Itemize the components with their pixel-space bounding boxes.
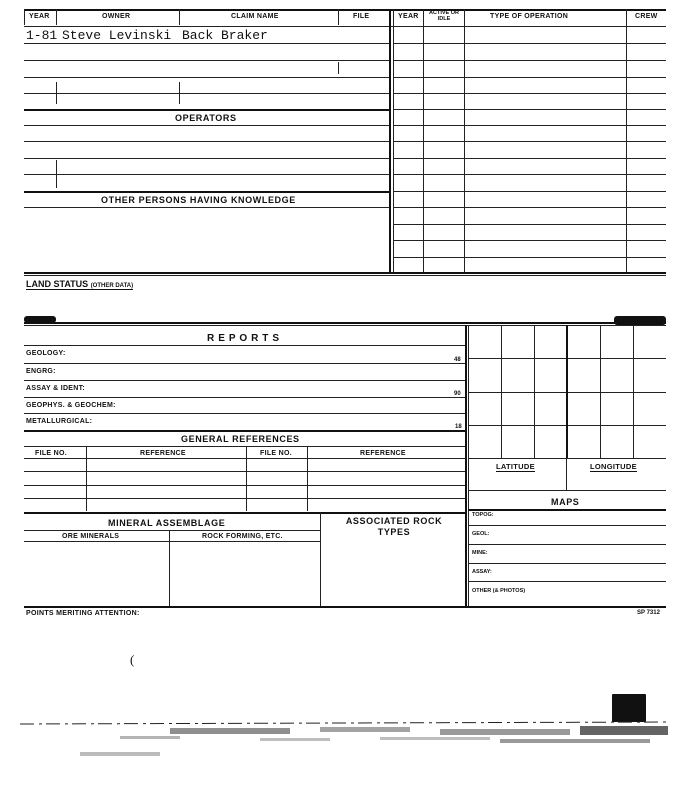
left-border <box>24 9 25 25</box>
header-crew: CREW <box>635 13 658 20</box>
row-tick <box>179 82 180 104</box>
header-ore-minerals: ORE MINERALS <box>62 533 120 540</box>
row-line <box>24 207 389 208</box>
row-tick <box>56 160 57 188</box>
right-row-line <box>393 174 666 175</box>
points-meriting-attention-label: POINTS MERITING ATTENTION: <box>26 610 140 617</box>
col-divider <box>338 9 339 25</box>
associated-rock-types: ASSOCIATED ROCK TYPES <box>345 516 443 537</box>
header-file-no-1: FILE NO. <box>35 450 67 457</box>
header-reference-2: REFERENCE <box>360 450 406 457</box>
operators-top-line <box>24 109 389 111</box>
right-row-line <box>393 240 666 241</box>
longitude-label: LONGITUDE <box>590 462 637 471</box>
top-border <box>24 9 666 11</box>
right-row-line <box>393 207 666 208</box>
report-code-assay: 90 <box>454 391 461 397</box>
maps-row-mine: MINE: <box>472 550 488 556</box>
header-underline <box>24 26 666 27</box>
land-status-note: (OTHER DATA) <box>90 283 134 289</box>
report-label-geophys: GEOPHYS. & GEOCHEM: <box>26 402 116 409</box>
coord-grid-center <box>566 325 568 458</box>
entry-year: 1-81 <box>26 28 58 43</box>
report-label-metallurgical: METALLURGICAL: <box>26 418 93 425</box>
mineral-divider <box>320 512 321 607</box>
report-code-geology: 48 <box>454 357 461 363</box>
entry-owner: Steve Levinski <box>62 28 172 43</box>
maps-row-assay: ASSAY: <box>472 569 492 575</box>
maps-row-topog: TOPOG: <box>472 512 494 518</box>
maps-title: MAPS <box>551 497 580 507</box>
header-file-no-2: FILE NO. <box>260 450 292 457</box>
form-number: SP 7312 <box>637 610 660 616</box>
maps-row-line <box>468 563 666 564</box>
reports-title: R E P O R T S <box>207 333 280 344</box>
right-row-line <box>393 43 666 44</box>
report-row-line <box>24 397 465 398</box>
header-rock-forming: ROCK FORMING, ETC. <box>202 533 283 540</box>
coord-grid-line <box>501 325 502 458</box>
coord-grid-line <box>600 325 601 458</box>
general-references-top-line <box>24 430 465 432</box>
header-year-right: YEAR <box>398 13 419 20</box>
coord-grid-line <box>633 325 634 458</box>
row-line <box>24 174 389 175</box>
report-row-line <box>24 363 465 364</box>
ref-row-line <box>24 485 465 486</box>
ref-col-divider <box>246 446 247 511</box>
general-references-title-underline <box>24 446 465 447</box>
right-row-line <box>393 109 666 110</box>
right-row-line <box>393 77 666 78</box>
operators-title: OPERATORS <box>175 113 237 123</box>
ref-row-line <box>24 498 465 499</box>
report-label-geology: GEOLOGY: <box>26 350 66 357</box>
right-row-line <box>393 257 666 258</box>
land-status-title: LAND STATUS <box>26 279 89 289</box>
header-active-or-idle: ACTIVE OR IDLE <box>429 10 459 22</box>
header-reference-1: REFERENCE <box>140 450 186 457</box>
maps-row-line <box>468 525 666 526</box>
ref-col-divider <box>86 446 87 511</box>
top-section-bottom <box>24 275 666 276</box>
row-line <box>24 60 389 61</box>
reports-title-underline <box>24 345 465 346</box>
row-line <box>24 77 389 78</box>
right-row-line <box>393 158 666 159</box>
ref-row-line <box>24 471 465 472</box>
row-line <box>24 158 389 159</box>
maps-row-geol: GEOL: <box>472 531 490 537</box>
other-persons-top-line <box>24 191 389 193</box>
maps-row-line <box>468 581 666 582</box>
row-line <box>24 141 389 142</box>
right-row-line <box>393 224 666 225</box>
coord-divider <box>566 458 567 490</box>
right-row-line <box>393 60 666 61</box>
report-row-line <box>24 413 465 414</box>
row-tick <box>338 62 339 74</box>
land-status-bottom <box>24 325 666 326</box>
row-line <box>24 125 389 126</box>
mineral-header-underline <box>24 541 320 542</box>
header-type-of-operation: TYPE OF OPERATION <box>490 13 569 20</box>
maps-title-underline <box>468 509 666 511</box>
reports-right-divider <box>465 325 467 607</box>
pencil-mark: ( <box>130 652 135 667</box>
general-references-title: GENERAL REFERENCES <box>181 434 300 444</box>
land-status-bottom <box>24 322 666 324</box>
report-label-engrg: ENGRG: <box>26 368 56 375</box>
top-section-bottom <box>24 272 666 274</box>
coord-grid-line <box>534 325 535 458</box>
maps-row-other: OTHER (& PHOTOS) <box>472 588 526 594</box>
other-persons-title: OTHER PERSONS HAVING KNOWLEDGE <box>101 195 296 205</box>
header-owner: OWNER <box>102 13 131 20</box>
maps-row-line <box>468 544 666 545</box>
reports-section-bottom <box>24 606 666 608</box>
reports-right-divider <box>468 325 469 607</box>
report-code-metallurgical: 18 <box>455 424 462 430</box>
ref-col-divider <box>307 446 308 511</box>
scan-noise-band <box>20 716 668 766</box>
report-row-line <box>24 380 465 381</box>
mineral-top-line <box>24 512 465 514</box>
entry-claim-name: Back Braker <box>182 28 268 43</box>
coord-bottom <box>468 490 666 491</box>
mineral-col-divider <box>169 530 170 607</box>
header-claim-name: CLAIM NAME <box>231 13 279 20</box>
right-row-line <box>393 93 666 94</box>
right-row-line <box>393 191 666 192</box>
header-year: YEAR <box>29 13 50 20</box>
col-divider <box>179 9 180 25</box>
mineral-assemblage-title: MINERAL ASSEMBLAGE <box>108 518 226 528</box>
row-line <box>24 93 389 94</box>
coord-grid-bottom <box>468 458 666 459</box>
header-file: FILE <box>353 13 370 20</box>
mineral-title-underline <box>24 530 320 531</box>
right-row-line <box>393 125 666 126</box>
row-tick <box>56 82 57 104</box>
report-label-assay: ASSAY & IDENT: <box>26 385 86 392</box>
row-line <box>24 43 389 44</box>
ref-row-line <box>24 458 465 459</box>
right-row-line <box>393 141 666 142</box>
latitude-label: LATITUDE <box>496 462 535 471</box>
center-double-divider <box>389 9 391 272</box>
col-divider <box>56 9 57 25</box>
